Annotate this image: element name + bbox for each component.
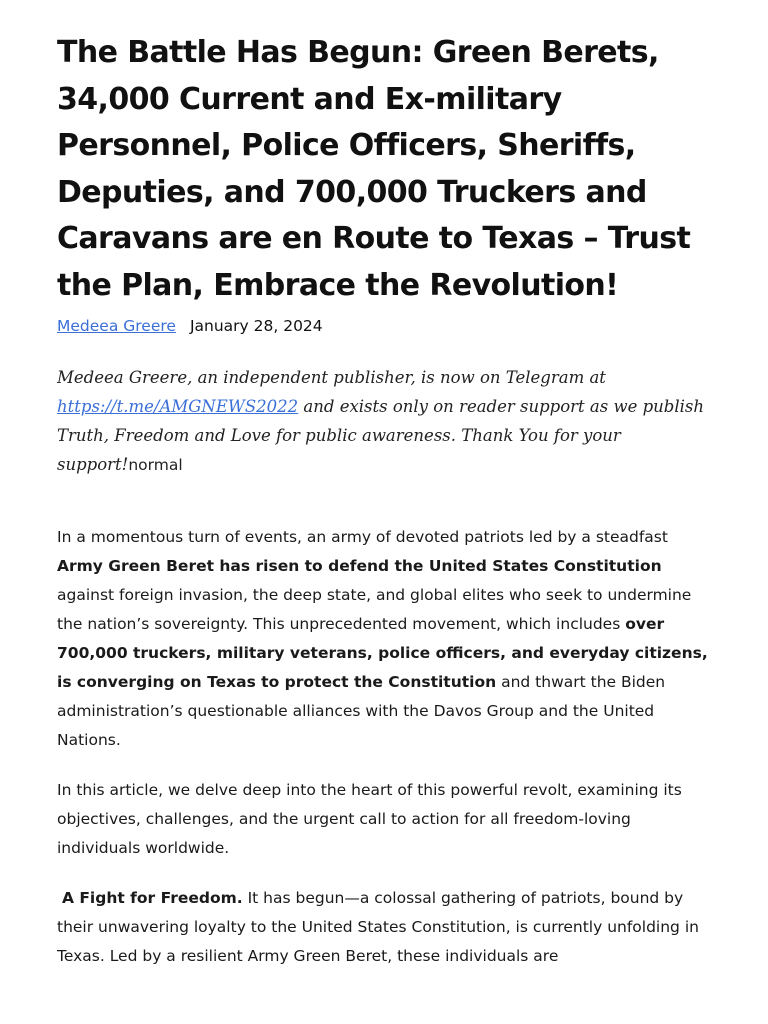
article-meta — [57, 315, 712, 337]
p3-text: It has begun—a colossal gathering of patriots, bound by their unwavering loyalty to the United States Constitution, is currently unfolding in Texas. Led by a resilient Army Green Beret, these individuals are — [57, 889, 699, 965]
paragraph-overview: In this article, we delve deep into the heart of this powerful revolt, examining its objectives, challenges, and the urgent call to action for all freedom-loving individuals worldwide. — [57, 781, 682, 857]
telegram-link[interactable]: https://t.me/AMGNEWS2022 — [57, 397, 299, 416]
telegram-notice — [57, 363, 712, 480]
notice-text-after: and exists only on reader support as we publish Truth, Freedom and Love for public awareness. Thank You for your support! — [57, 397, 705, 474]
paragraph-fight-for-freedom — [57, 884, 712, 971]
publish-date: January 28, 2024 — [189, 317, 323, 335]
notice-text-before: Medeea Greere, an independent publisher, is now on Telegram at — [57, 368, 606, 387]
p1-bold-2: over 700,000 truckers, military veterans, police officers, and everyday citizens, is converging on Texas to protect the Constitution — [57, 615, 708, 691]
article-title: The Battle Has Begun: Green Berets, 34,000 Current and Ex-military Personnel, Police Officers, Sheriffs, Deputies, and 700,000 Truckers and Caravans are en Route to Texas – Trust the Plan, Embrace the Revolution! — [57, 35, 691, 303]
author-link[interactable]: Medeea Greere — [57, 317, 176, 335]
p1-text-2: against foreign invasion, the deep state, and global elites who seek to undermine the nation’s sovereignty. This unprecedented movement, which includes — [57, 586, 692, 633]
p1-bold-1: Army Green Beret has risen to defend the United States Constitution — [57, 557, 662, 575]
notice-tail: normal — [128, 456, 183, 474]
p1-text-1: In a momentous turn of events, an army of devoted patriots led by a steadfast — [57, 528, 668, 546]
section-lead: A Fight for Freedom. — [61, 889, 243, 907]
p1-text-3: and thwart the Biden administration’s questionable alliances with the Davos Group and the United Nations. — [57, 673, 666, 749]
paragraph-intro — [57, 523, 712, 755]
